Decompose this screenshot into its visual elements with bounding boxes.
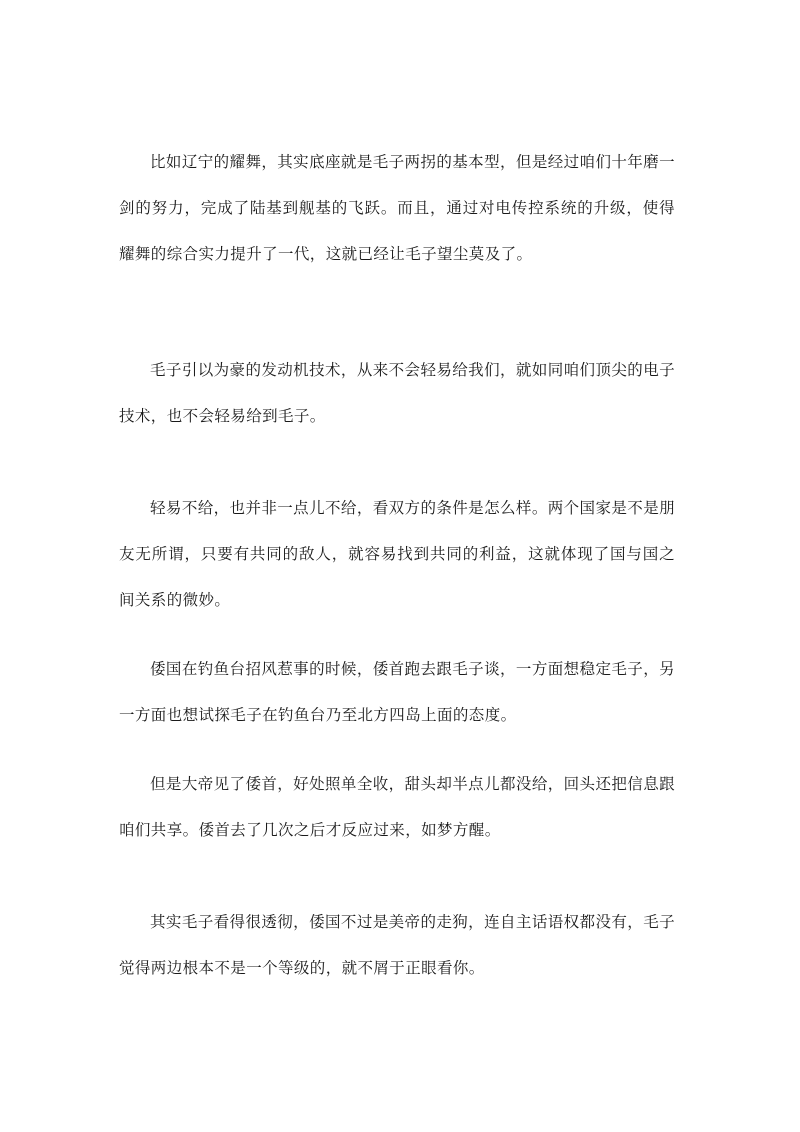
paragraph-3: 轻易不给，也并非一点儿不给，看双方的条件是怎么样。两个国家是不是朋友无所谓，只要有共同的敌人，就容易找到共同的利益，这就体现了国与国之间关系的微妙。 bbox=[119, 499, 675, 609]
paragraph-5: 但是大帝见了倭首，好处照单全收，甜头却半点儿都没给，回头还把信息跟咱们共享。倭首去了几次之后才反应过来，如梦方醒。 bbox=[119, 775, 675, 839]
paragraph-2: 毛子引以为豪的发动机技术，从来不会轻易给我们，就如同咱们顶尖的电子技术，也不会轻易给到毛子。 bbox=[119, 361, 675, 425]
paragraph-6: 其实毛子看得很透彻，倭国不过是美帝的走狗，连自主话语权都没有，毛子觉得两边根本不是一个等级的，就不屑于正眼看你。 bbox=[119, 913, 675, 977]
paragraph-4: 倭国在钓鱼台招风惹事的时候，倭首跑去跟毛子谈，一方面想稳定毛子，另一方面也想试探毛子在钓鱼台乃至北方四岛上面的态度。 bbox=[119, 660, 675, 724]
paragraph-1: 比如辽宁的耀舞，其实底座就是毛子两拐的基本型，但是经过咱们十年磨一剑的努力，完成了陆基到舰基的飞跃。而且，通过对电传控系统的升级，使得耀舞的综合实力提升了一代，这就已经让毛子望尘莫及了。 bbox=[119, 153, 675, 263]
